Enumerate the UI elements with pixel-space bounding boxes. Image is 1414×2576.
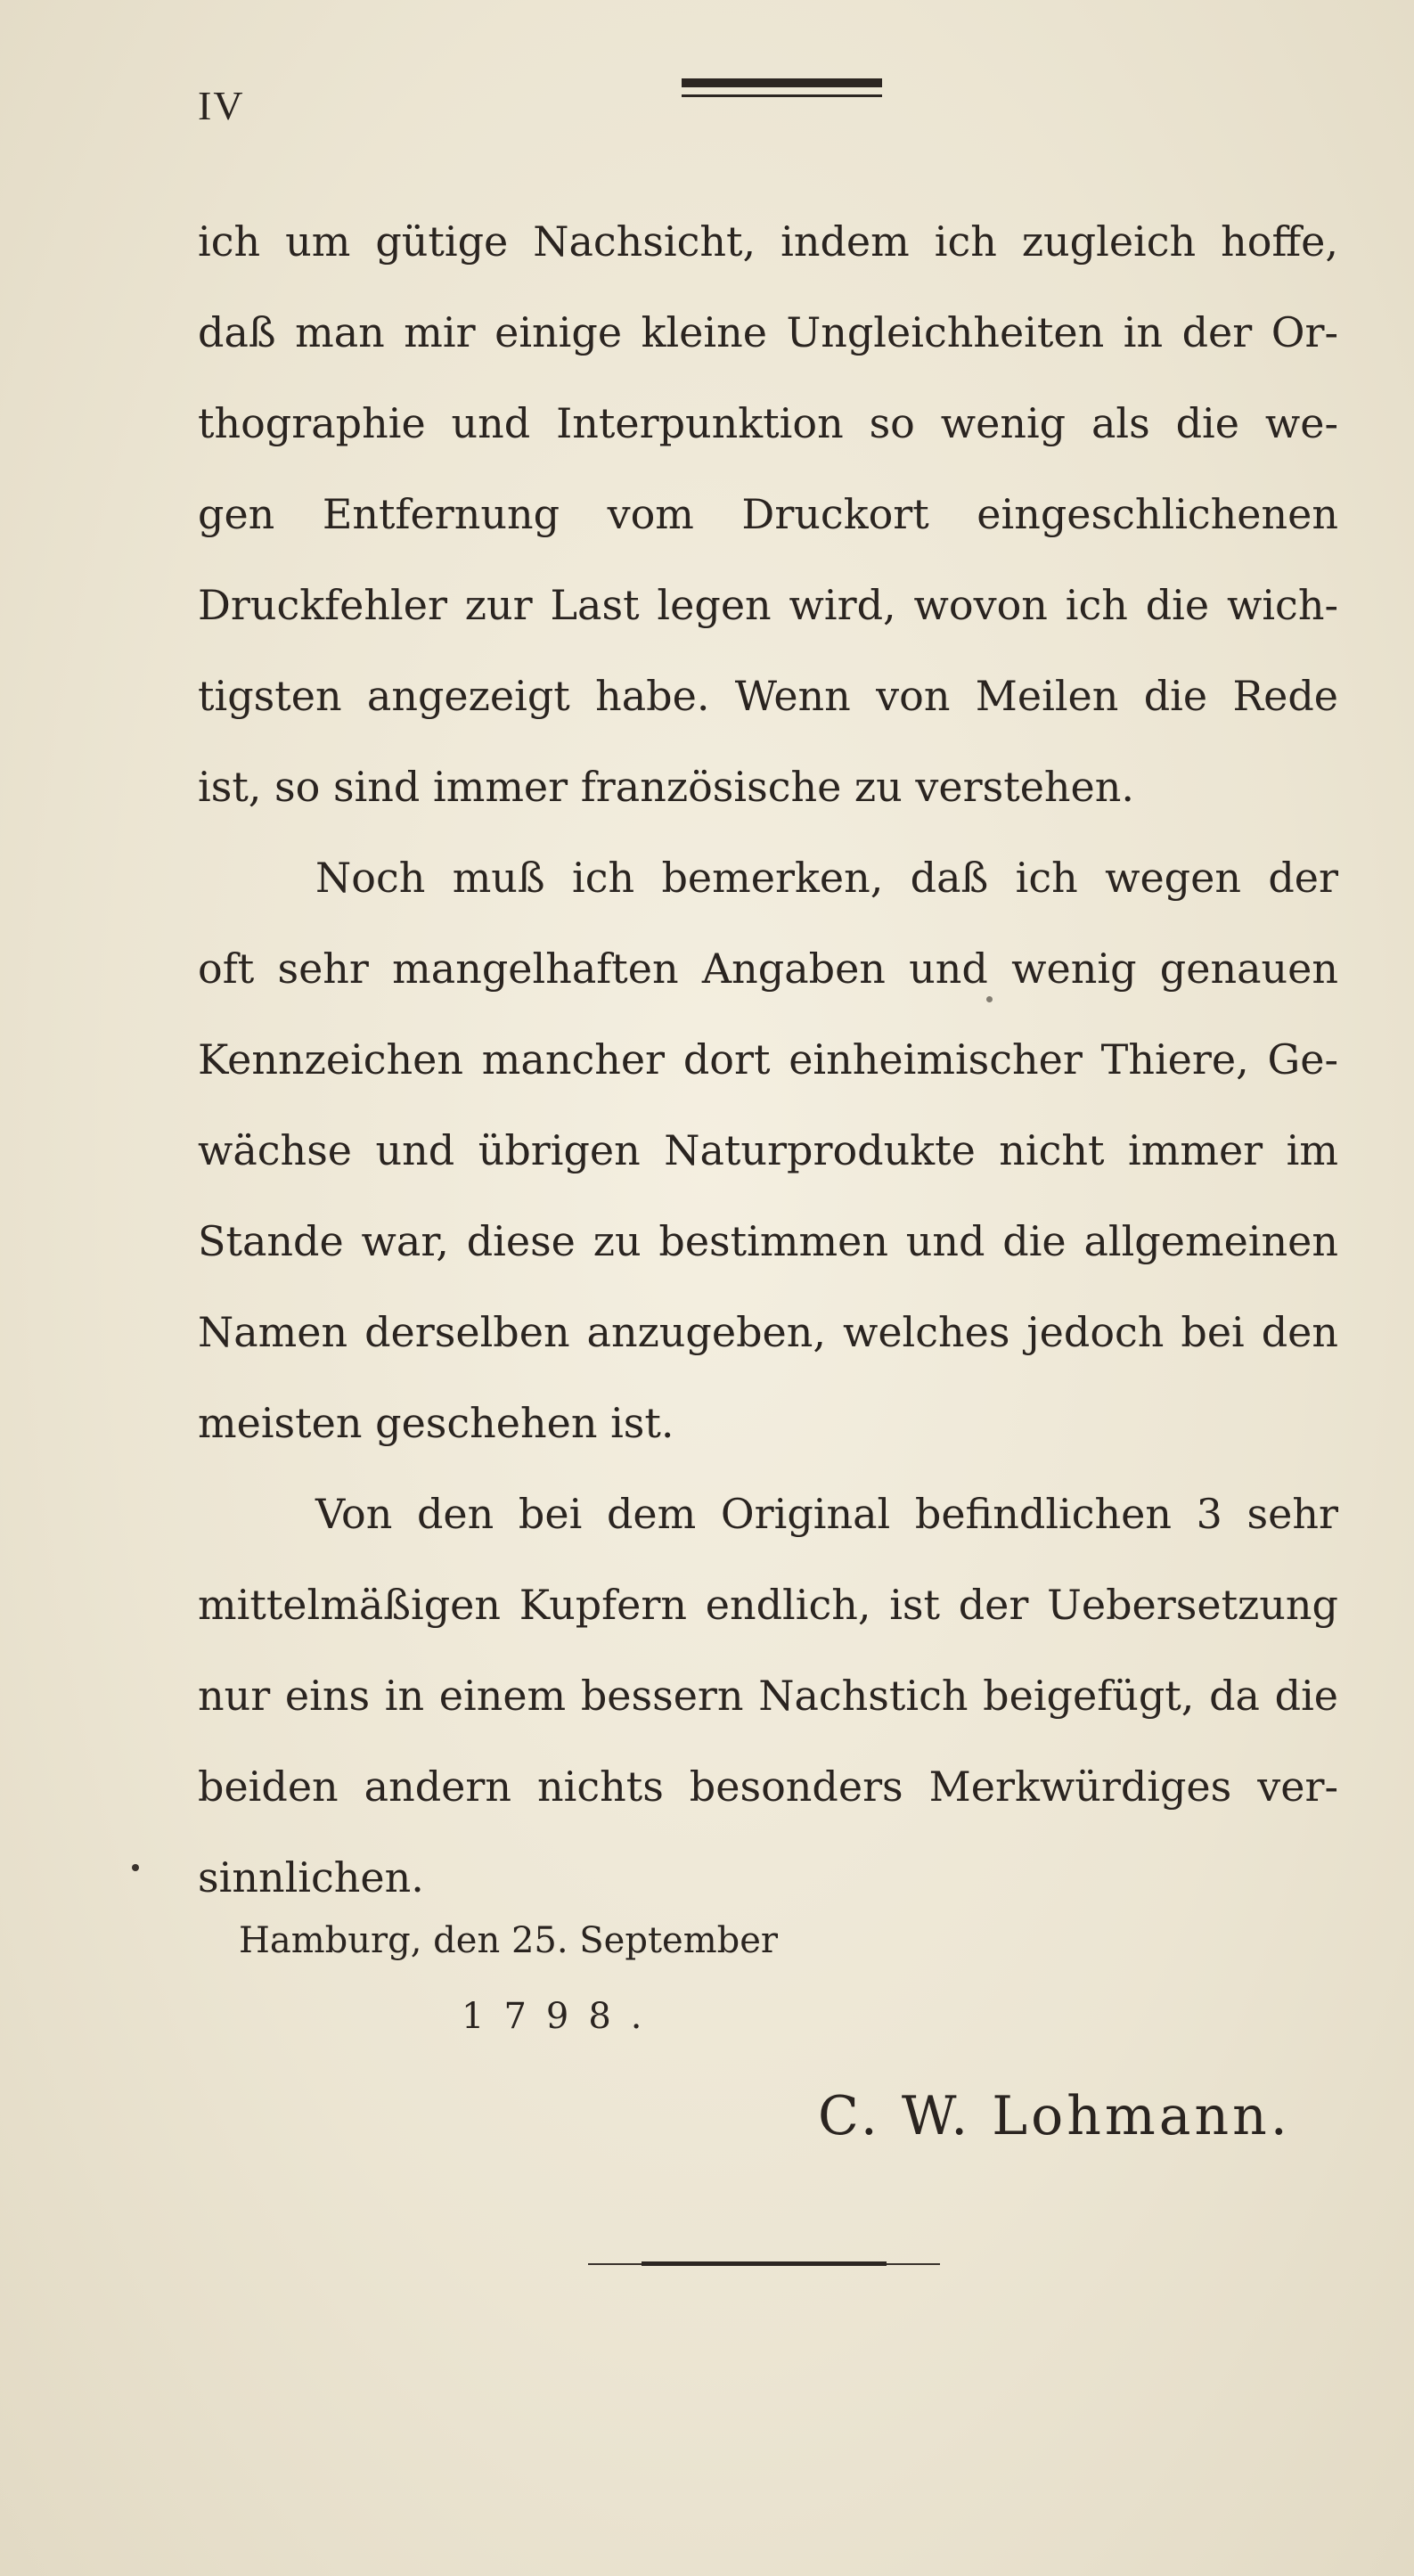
text-line: Namen derselben anzugeben, welches jedoch bei den [198, 1308, 1338, 1356]
text-line-paragraph-start: Von den bei dem Original befindlichen 3 sehr [315, 1490, 1338, 1538]
text-line: tigsten angezeigt habe. Wenn von Meilen die Rede [198, 672, 1338, 720]
text-line-paragraph-start: Noch muß ich bemerken, daß ich wegen der [315, 854, 1338, 902]
text-line: thographie und Interpunktion so wenig als die we- [198, 399, 1338, 447]
text-line: ich um gütige Nachsicht, indem ich zugleich hoffe, [198, 217, 1338, 266]
text-line: mittelmäßigen Kupfern endlich, ist der Uebersetzung [198, 1581, 1338, 1629]
page-number: IV [198, 83, 245, 128]
footer-rule-center [642, 2261, 887, 2266]
footer-rule [588, 2261, 940, 2268]
text-line-paragraph-end: ist, so sind immer französische zu verstehen. [198, 763, 1135, 811]
text-line: nur eins in einem bessern Nachstich beigefügt, da die [198, 1672, 1338, 1720]
paper-speck [132, 1864, 139, 1871]
year: 1798. [462, 1996, 662, 2037]
place-and-date: Hamburg, den 25. September [239, 1920, 779, 1961]
header-rule-thick [682, 78, 882, 87]
header-rule-thin [682, 94, 882, 97]
text-line: oft sehr mangelhaften Angaben und wenig genauen [198, 945, 1338, 993]
text-line: daß man mir einige kleine Ungleichheiten in der Or- [198, 308, 1338, 356]
text-line: Druckfehler zur Last legen wird, wovon ich die wich- [198, 581, 1338, 629]
text-line: gen Entfernung vom Druckort eingeschlichenen [198, 490, 1338, 538]
text-line-paragraph-end: meisten geschehen ist. [198, 1399, 674, 1447]
text-line: Stande war, diese zu bestimmen und die allgemeinen [198, 1217, 1338, 1265]
text-line-paragraph-end: sinnlichen. [198, 1853, 424, 1901]
body-text [198, 196, 1338, 1923]
text-line: Kennzeichen mancher dort einheimischer Thiere, Ge- [198, 1035, 1338, 1084]
text-line: wächse und übrigen Naturprodukte nicht immer im [198, 1126, 1338, 1174]
text-line: beiden andern nichts besonders Merkwürdiges ver- [198, 1762, 1338, 1811]
header-rule [682, 78, 882, 103]
paper-speck [986, 996, 993, 1002]
author-signature: C. W. Lohmann. [818, 2085, 1291, 2147]
